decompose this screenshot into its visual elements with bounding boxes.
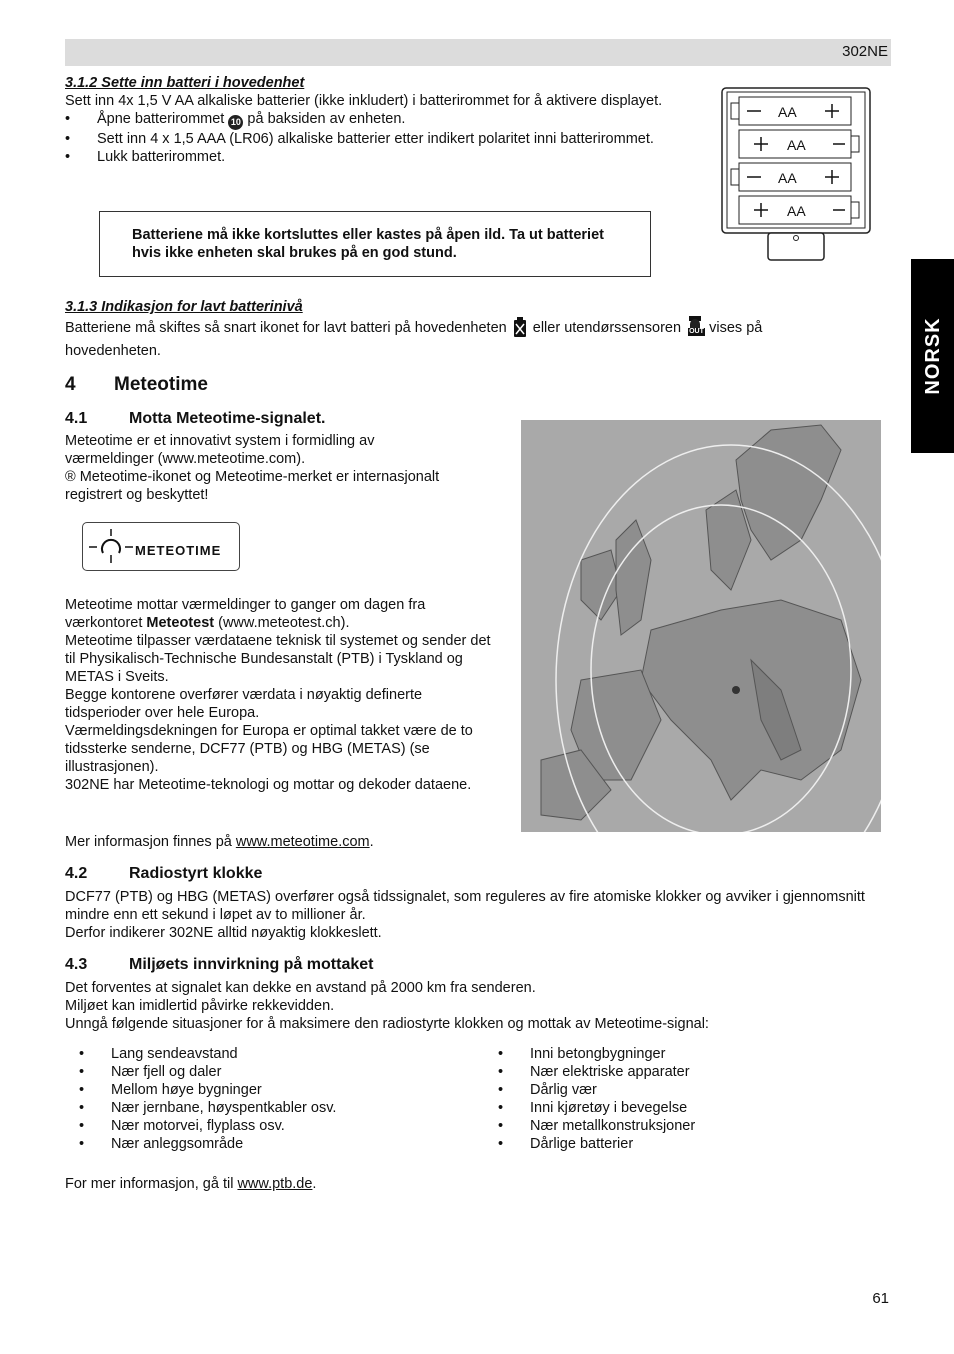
battery-steps — [65, 110, 665, 166]
accuracy-paragraph: Derfor indikerer 302NE alltid nøyaktig klokkeslett. — [65, 925, 382, 941]
list-item: • Lang sendeavstand — [79, 1045, 479, 1063]
section-4-2-number: 4.2 — [65, 865, 88, 882]
list-item: • Lukk batterirommet. — [65, 148, 665, 166]
low-battery-text-b: eller utendørssensoren — [532, 320, 682, 336]
outdoor-sensor-battery-icon — [687, 316, 703, 338]
section-4-1-body — [65, 596, 500, 794]
list-item: • Dårlige batterier — [498, 1135, 878, 1153]
language-tab-label: NORSK — [921, 317, 944, 395]
section-4-3-body — [65, 979, 865, 1033]
ptb-info-post: . — [312, 1176, 317, 1192]
out-label: OUT — [689, 328, 704, 335]
meteotest-paragraph — [65, 596, 500, 632]
transmission-paragraph: Begge kontorene overfører værdata i nøyaktig definerte tidsperioder over hele Europa. — [65, 687, 423, 721]
section-4-2-heading — [65, 865, 262, 883]
ptb-link[interactable]: www.ptb.de — [237, 1176, 313, 1192]
europe-coverage-map — [521, 420, 881, 832]
list-item: • Dårlig vær — [498, 1081, 878, 1099]
section-4-1-title: Motta Meteotime-signalet. — [129, 410, 326, 427]
battery-label-4: AA — [787, 203, 806, 219]
section-4-title: Meteotime — [114, 374, 208, 395]
section-3-1-3-title: 3.1.3 Indikasjon for lavt batterinivå — [65, 299, 303, 315]
range-paragraph: Det forventes at signalet kan dekke en avstand på 2000 km fra senderen. — [65, 980, 536, 996]
section-4-3-number: 4.3 — [65, 956, 88, 973]
section-3-1-3-body — [65, 316, 855, 360]
section-3-1-2-title: 3.1.2 Sette inn batteri i hovedenhet — [65, 75, 305, 91]
section-4-3-title: Miljøets innvirkning på mottaket — [129, 956, 374, 973]
list-item: • Inni betongbygninger — [498, 1045, 878, 1063]
section-4-1-heading — [65, 410, 325, 428]
battery-label-1: AA — [778, 104, 797, 120]
meteotest-bold: Meteotest — [146, 615, 215, 631]
step1-post: på baksiden av enheten. — [247, 111, 406, 127]
decoder-paragraph: 302NE har Meteotime-teknologi og mottar og dekoder dataene. — [65, 777, 472, 793]
list-item: • Inni kjøretøy i bevegelse — [498, 1099, 878, 1117]
battery-intro: Sett inn 4x 1,5 V AA alkaliske batterier (ikke inkludert) i batterirommet for å aktivere displayet. — [65, 93, 663, 109]
header-bar — [65, 39, 891, 66]
coverage-paragraph: Værmeldingsdekningen for Europa er optimal takket være de to tidssterke senderne, DCF77 (PTB) og HBG (METAS) (se illustrasjonen). — [65, 723, 473, 775]
ptb-info-line — [65, 1175, 316, 1193]
more-info-post: . — [369, 834, 374, 850]
meteotime-logo-text: METEOTIME — [135, 543, 222, 558]
list-item: • Nær jernbane, høyspentkabler osv. — [79, 1099, 479, 1117]
meteotime-link[interactable]: www.meteotime.com — [235, 834, 370, 850]
environment-paragraph: Miljøet kan imidlertid påvirke rekkevidden. — [65, 998, 335, 1014]
section-3-1-2-body — [65, 92, 665, 166]
meteotime-logo — [82, 522, 240, 571]
low-battery-text-a: Batteriene må skiftes så snart ikonet for lavt batteri på hovedenheten — [65, 320, 507, 336]
list-item: • Nær anleggsområde — [79, 1135, 479, 1153]
battery-label-2: AA — [787, 137, 806, 153]
more-info-pre: Mer informasjon finnes på — [65, 834, 232, 850]
section-4-1-number: 4.1 — [65, 410, 88, 427]
page-number: 61 — [872, 1290, 889, 1307]
avoid-list-left — [79, 1045, 479, 1153]
avoid-list-right — [498, 1045, 878, 1153]
more-info-line — [65, 833, 374, 851]
battery-label-3: AA — [778, 170, 797, 186]
section-4-2-body — [65, 888, 865, 942]
meteotest-pre: Meteotime mottar værmeldinger to ganger om dagen fra værkontoret — [65, 597, 426, 631]
battery-low-icon — [513, 317, 527, 342]
warning-box — [99, 211, 651, 277]
meteotime-trademark: ® Meteotime-ikonet og Meteotime-merket er internasjonalt registrert og beskyttet! — [65, 469, 440, 503]
list-item: • Nær fjell og daler — [79, 1063, 479, 1081]
list-item: • Mellom høye bygninger — [79, 1081, 479, 1099]
section-4-3-heading — [65, 956, 373, 974]
section-4-number: 4 — [65, 374, 76, 395]
warning-text: Batteriene må ikke kortsluttes eller kastes på åpen ild. Ta ut batteriet hvis ikke enheten skal brukes på en god stund. — [132, 227, 604, 261]
list-item: • Nær elektriske apparater — [498, 1063, 878, 1081]
meteotest-post: (www.meteotest.ch). — [218, 615, 350, 631]
ptb-info-pre: For mer informasjon, gå til — [65, 1176, 234, 1192]
battery-compartment-illustration — [721, 87, 871, 262]
callout-badge: 10 — [228, 115, 243, 130]
low-battery-text-c: vises på hovedenheten. — [65, 320, 763, 359]
meteotime-intro: Meteotime er et innovativt system i formidling av værmeldinger (www.meteotime.com). — [65, 433, 375, 467]
section-4-2-title: Radiostyrt klokke — [129, 865, 263, 882]
language-tab — [911, 259, 954, 453]
section-4-heading — [65, 376, 208, 394]
avoid-paragraph: Unngå følgende situasjoner for å maksimere den radiostyrte klokken og mottak av Meteotime-signal: — [65, 1016, 709, 1032]
list-item: • Nær metallkonstruksjoner — [498, 1117, 878, 1135]
section-4-1-intro — [65, 432, 465, 504]
step1-pre: Åpne batterirommet — [97, 111, 225, 127]
list-item: • Nær motorvei, flyplass osv. — [79, 1117, 479, 1135]
radio-clock-paragraph: DCF77 (PTB) og HBG (METAS) overfører også tidssignalet, som reguleres av fire atomiske klokker og avviker i gjennomsnitt mindre enn ett sekund i løpet av to millioner år. — [65, 889, 865, 923]
model-label: 302NE — [842, 43, 888, 60]
list-item: • Sett inn 4 x 1,5 AAA (LR06) alkaliske batterier etter indikert polaritet inni batterirommet. — [65, 130, 665, 148]
ptb-paragraph: Meteotime tilpasser værdataene teknisk til systemet og sender det til Physikalisch-Technische Bundesanstalt (PTB) i Tyskland og METAS i Sveits. — [65, 633, 491, 685]
list-item — [65, 110, 665, 130]
